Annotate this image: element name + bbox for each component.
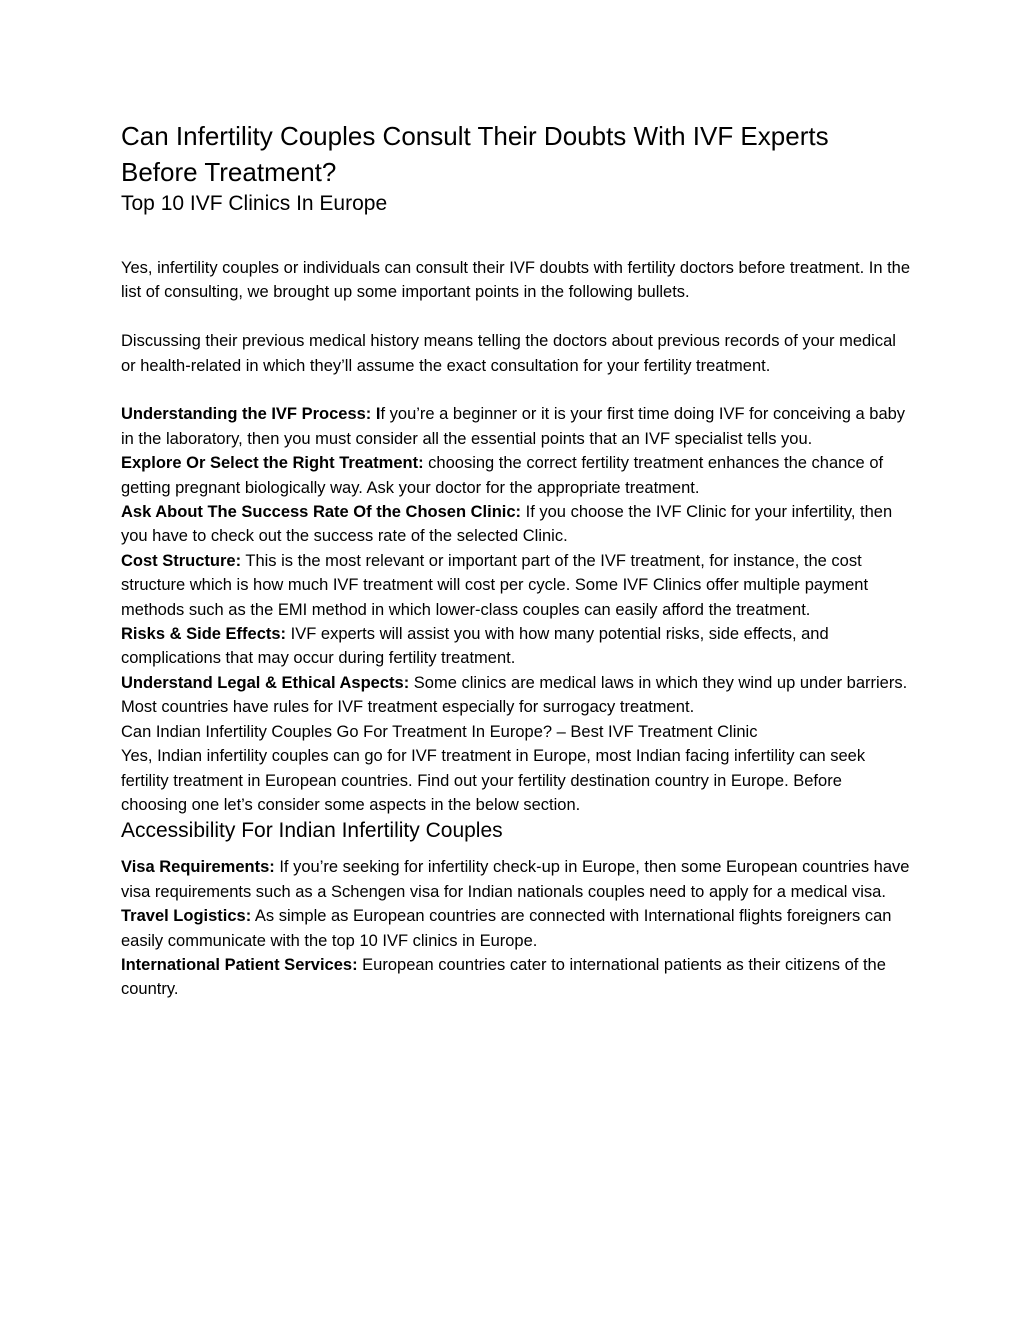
point-text: This is the most relevant or important part of the IVF treatment, for instance, the cost structure which is how much IVF treatment will cost per cycle. Some IVF Clinics offer multiple payment methods such as the EMI method in which lower-class couples can easily afford the treatment. [121,551,869,619]
india-question: Can Indian Infertility Couples Go For Treatment In Europe? – Best IVF Treatment Clinic [121,722,758,741]
point-label: International Patient Services: [121,955,358,974]
point-legal-ethical [121,671,911,720]
point-text: As simple as European countries are connected with International flights foreigners can easily communicate with the top 10 IVF clinics in Europe. [121,907,892,950]
history-paragraph: Discussing their previous medical history means telling the doctors about previous records of your medical or health-related in which they’ll assume the exact consultation for your fertility treatment. [121,332,896,375]
point-visa [121,855,911,904]
intro-paragraph: Yes, infertility couples or individuals can consult their IVF doubts with fertility doctors before treatment. In the list of consulting, we brought up some important points in the following bullets. [121,259,911,302]
point-understanding-ivf [121,402,911,451]
page-title: Can Infertility Couples Consult Their Doubts With IVF Experts Before Treatment? [121,121,829,187]
point-text: European countries cater to international patients as their citizens of the country. [121,955,886,999]
point-text: Some clinics are medical laws in which they wind up under barriers. Most countries have rules for IVF treatment especially for surrogacy treatment. [121,673,908,717]
point-label: Understanding the IVF Process: I [121,405,381,424]
point-success-rate [121,500,911,549]
point-text: IVF experts will assist you with how many potential risks, side effects, and complications that may occur during fertility treatment. [121,625,829,668]
point-travel [121,904,911,953]
section-heading-accessibility: Accessibility For Indian Infertility Couples [121,819,503,843]
accessibility-points [121,855,911,1001]
point-patient-services [121,953,911,1002]
point-text: If you choose the IVF Clinic for your infertility, then you have to check out the success rate of the selected Clinic. [121,503,893,546]
point-text: choosing the correct fertility treatment enhances the chance of getting pregnant biologically way. Ask your doctor for the appropriate treatment. [121,454,884,497]
section-heading-top-10: Top 10 IVF Clinics In Europe [121,192,388,215]
point-label: Visa Requirements: [121,858,275,877]
point-risks [121,622,911,671]
point-text: If you’re seeking for infertility check-up in Europe, then some European countries have visa requirements such as a Schengen visa for Indian nationals couples need to apply for a medical visa. [121,858,910,901]
point-right-treatment [121,451,911,500]
point-cost-structure [121,549,911,622]
india-answer: Yes, Indian infertility couples can go for IVF treatment in Europe, most Indian facing infertility can seek fertility treatment in European countries. Find out your fertility destination country in Europe. Before choosing one let’s consider some aspects in the below section. [121,747,866,814]
point-label: Understand Legal & Ethical Aspects: [121,673,410,692]
point-label: Travel Logistics: [121,907,252,926]
point-label: Risks & Side Effects: [121,625,287,644]
consultation-points [121,402,911,817]
document-page [121,118,911,1002]
point-text: f you’re a beginner or it is your first time doing IVF for conceiving a baby in the laboratory, then you must consider all the essential points that an IVF specialist tells you. [121,405,906,448]
point-label: Explore Or Select the Right Treatment: [121,454,424,473]
point-label: Ask About The Success Rate Of the Chosen Clinic: [121,503,522,522]
point-label: Cost Structure: [121,551,242,570]
